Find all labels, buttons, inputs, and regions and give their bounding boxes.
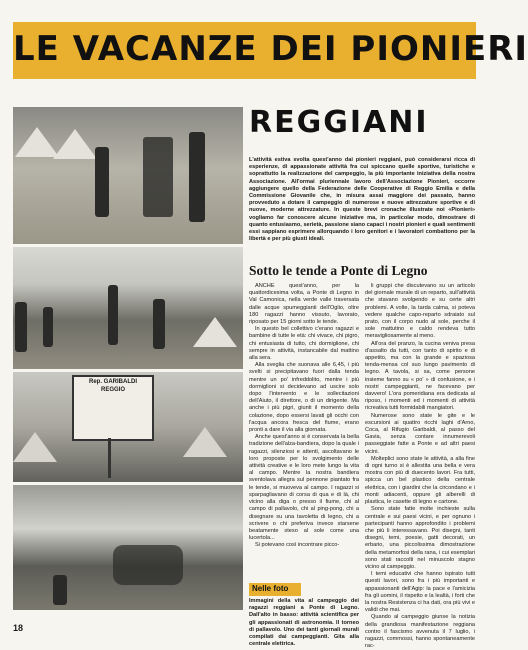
person-figure	[15, 302, 27, 352]
paragraph: ANCHE quest'anno, per la quattordicesima volta, a Ponte di Legno in Val Camonica, nella verde valle traversata dalle acque spumeggianti dell'Oglio, oltre 180 ragazzi hanno vissuto, lavorato, riposato per 15 giorni sotto le tende.	[249, 283, 359, 326]
photo-caption: Immagini della vita al campeggio dei ragazzi reggiani a Ponte di Legno. Dall'alto in basso: attività scientifica per gli appassionati di astronomia. Il torneo di pallavolo. Uno dei tanti giornali murali compilati dai campeggianti. Gita alla centrale elettrica.	[249, 598, 359, 648]
page-title: LE VACANZE DEI PIONIERI	[13, 29, 528, 69]
page-subtitle: REGGIANI	[249, 105, 429, 140]
telescope-group	[143, 137, 173, 217]
person-figure	[108, 285, 118, 345]
tent-shape	[13, 432, 57, 462]
tent-shape	[53, 129, 97, 159]
paragraph: Sono state fatte molte inchieste sulla centrale e sui paesi vicini, e per ognuno i partecipanti hanno approfondito i problemi che più li interessavano. Poi disegni, tanti disegni, temi, poesie, gatti decorati, un erbario, una piccolissima dimostrazione della metamorfosi della rana, i cui esemplari sono stati raccolti nel minuscolo stagno vicino al campeggio.	[365, 506, 475, 570]
wall-newspaper-sign	[72, 375, 154, 441]
paragraph: All'ora del pranzo, la cucina veniva presa d'assalto da tutti, con tanto di spirito e di appetito, ma con la grande e spaziosa tenda-mensa col suo lungo pavimento di legno. A tavola, si sa, come persone insieme fanno su « po' » di confusione, e i nostri campeggianti, ne facevano per davvero! L'ora pomeridiana era dedicata al riposo, i momenti ed i momenti di attività ricreativa tutti formidabili mangiatori.	[365, 340, 475, 412]
sign-text: REGGIO	[100, 387, 125, 393]
section-heading: Sotto le tende a Ponte di Legno	[249, 263, 428, 278]
paragraph: I temi educativi che hanno ispirato tutti questi lavori, sono fra i più importanti e appassionanti dell'Agip: la pace e l'amicizia fra gli uomini, il rispetto e la lealtà, i forti che la nostra Resistenza ci ha dati, ora più vivi e validi che mai.	[365, 571, 475, 614]
person-figure	[153, 299, 165, 349]
photo-note-label: Nelle foto	[252, 584, 289, 593]
article-column-1	[249, 283, 359, 566]
person-figure	[95, 147, 109, 217]
page-number: 18	[13, 623, 24, 633]
photo-telescope	[13, 107, 243, 244]
paragraph: Anche quest'anno si è conservata la bella tradizione dell'alza-bandiera, dopo la quale i ragazzi, silenziosi e attenti, ascoltavano le loro proposte per lo svolgimento delle attività creative e le loro mete lungo la vita al campo. Mentre la nostra bandiera sventolava allegra sul pennone piantato fra le tende, si muoveva al campo. I ragazzi si sparpagliavano di corsa di qua e di là, chi vicino alla diga o presso il fiume, chi al campo di pallavolo, chi al ping-pong, chi a disegnare su una tavoletta di legno, chi a scrivere o chi preferiva invece starsene beatamente steso al sole come una lucertola...	[249, 434, 359, 542]
tent-shape	[193, 317, 237, 347]
article-column-2	[365, 283, 475, 650]
paragraph: Molteplici sono state le attività, a alla fine di ogni turno si è allestita una bella e vera mostra con più di duecento lavori. Fra tutti, spicca un bel plastico della centrale elettrica, con i giardini che la circondano e i monti adiacenti, oppure gli alberelli di plastica, le casette di legno e cartone.	[365, 455, 475, 506]
paragraph: Quando al campeggio giunse la notizia della grandiosa manifestazione reggiana contro il fascismo avvenuta il 7 luglio, i ragazzi, commossi, hanno spontaneamente rac-	[365, 614, 475, 650]
group-of-people	[113, 545, 183, 585]
photo-volleyball	[13, 247, 243, 369]
person-figure	[43, 307, 53, 347]
sign-text: Rep. GARIBALDI	[89, 379, 137, 385]
intro-paragraph: L'attività estiva svolta quest'anno dai pionieri reggiani, può considerarsi ricca di esperienze, di appassionate attività fra cui spiccano quelle sportive, turistiche e soprattutto la realizzazione del campeggio, la più importante iniziativa della nostra Associazione. All'ormai pluriennale lavoro dell'Associazione Pionieri, occorre aggiungere quello della Federazione delle Cooperative di Reggio Emilia e della Commissione Giovanile che, in misura assai maggiore dei passato, hanno provveduto a dotare il campeggio di numerose e nuove attrezzature sportive e di nuove, moderne attrezzature. In queste brevi cronache illustrate noi «Pionieri» vogliamo far conoscere alcune iniziative ma, in particolar modo, dimostrare di quanto entusiasmo, serietà, passione siano capaci i nostri pionieri e quali sentimenti essi sappiano esprimere allorquando i loro genitori e i lavoratori combattono per la libertà e per più giusti ideali.	[249, 157, 475, 243]
paragraph: li gruppi che discutevano su un articolo del giornale murale di un reparto, sull'attività che stavano svolgendo e su certe altri problemi. A volte, la tarda calma, si poteva vedere qualche capo-reparto sdraiato sul prato, con il corpo nudo al sole, perche il sole mattutino e caldo rendeva tutto meravigliosamente al meno.	[365, 283, 475, 340]
paragraph: Si potevano così incontrare picco-	[255, 542, 340, 549]
person-figure	[53, 575, 67, 605]
paragraph: Alla sveglia che suonava alle 6,45, i più svelti si precipitavano fuori dalla tenda mentre un po' infreddolito, mentre i più dormiglioni si decidevano ad uscire solo dopo l'intervento e le sollecitazioni dell'Aiuto, il direttore, o di un dirigente. Ma anche i più pigri, giunti il momento della colazione, dopo essersi lavati gli occhi con l'acqua ancora fresca del fiume, erano pronti a dare il via alla giornata.	[249, 362, 359, 434]
paragraph: In questo bel collettivo c'erano ragazzi e bambine di tutte le età: chi vivace, chi pigro, chi entusiasta di tutto, chi dormiglione, chi sempre in attività, instancabile dal mattino alla sera.	[249, 326, 359, 362]
person-figure	[189, 132, 205, 222]
paragraph: Numerose sono state le gite e le escursioni ai quattro ricchi laghi d'Arno, Coca, al Rifugio Garibaldi, al passo del Gavia, senza contare innumerevoli passeggiate fatte a Ponte e ad altri paesi vicini.	[365, 412, 475, 455]
photo-power-station	[13, 485, 243, 610]
sign-pole	[108, 438, 111, 478]
tent-shape	[183, 427, 227, 457]
